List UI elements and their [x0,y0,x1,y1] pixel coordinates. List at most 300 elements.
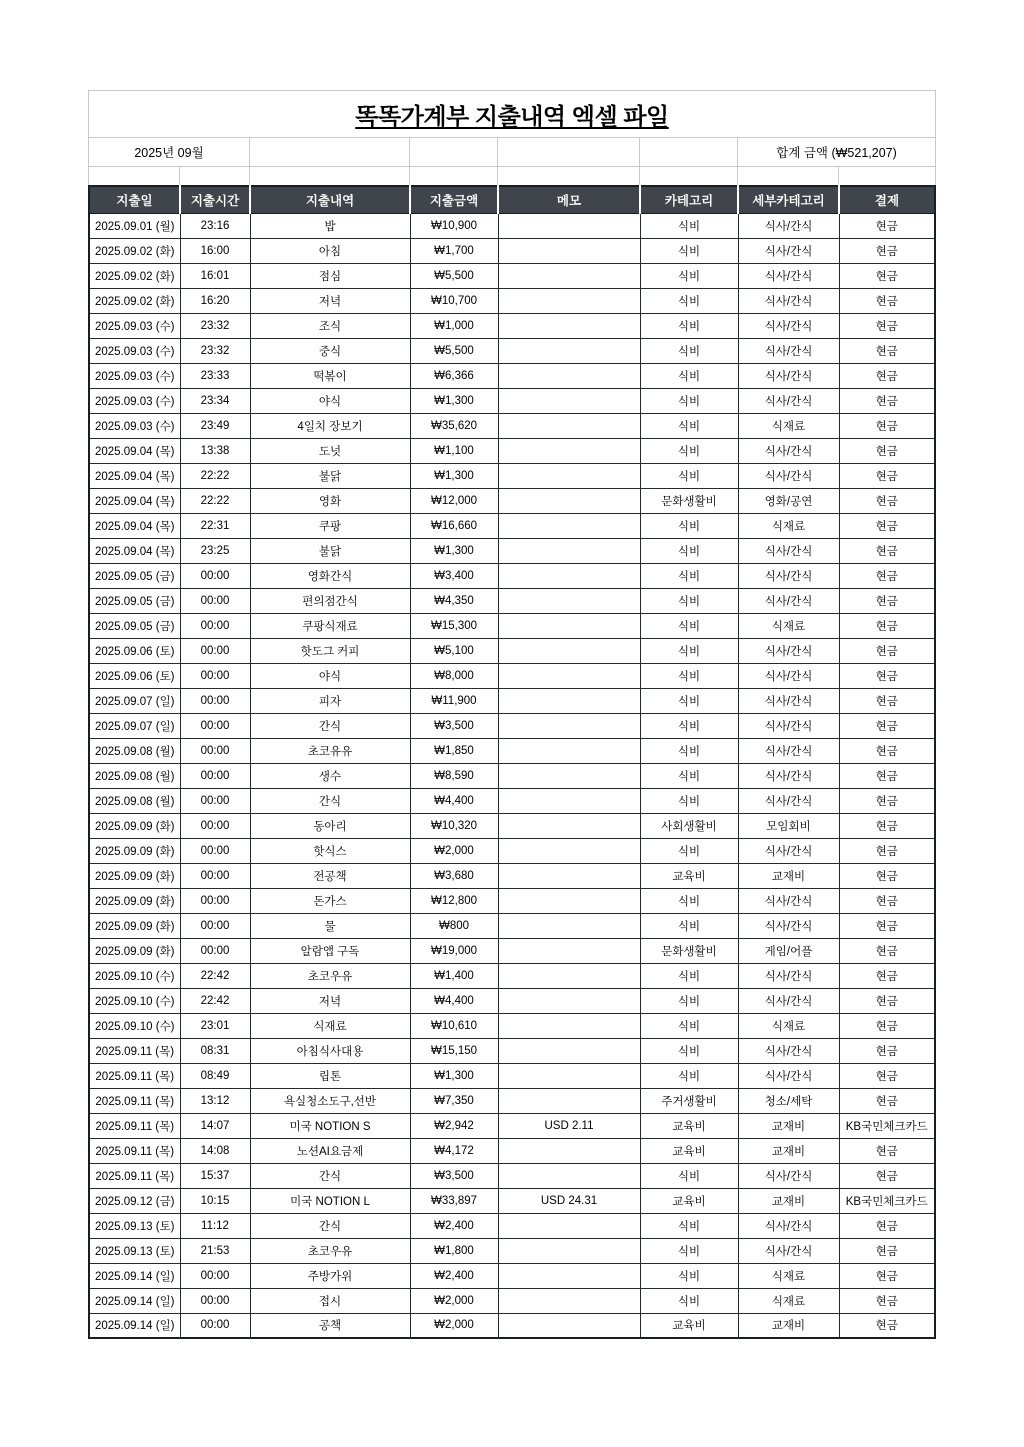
table-cell: 아침식사대용 [250,1038,410,1063]
table-cell: 현금 [839,863,935,888]
table-cell: 현금 [839,613,935,638]
table-cell: 교재비 [738,863,839,888]
table-cell [498,263,640,288]
table-cell [498,288,640,313]
table-cell [498,463,640,488]
table-cell: 식비 [640,563,738,588]
table-cell: 2025.09.13 (토) [89,1213,180,1238]
table-cell: 교육비 [640,1188,738,1213]
table-cell: ₩2,400 [410,1263,498,1288]
table-cell: 식비 [640,288,738,313]
table-cell: 23:25 [180,538,250,563]
table-cell: 교육비 [640,863,738,888]
table-cell [498,363,640,388]
table-cell [498,863,640,888]
table-row [89,588,935,613]
expense-table [88,185,936,1339]
table-cell: 2025.09.11 (목) [89,1138,180,1163]
table-cell: 현금 [839,288,935,313]
table-cell: 교육비 [640,1313,738,1338]
month-label: 2025년 09월 [89,138,250,166]
table-row [89,338,935,363]
table-cell: 현금 [839,388,935,413]
table-cell [498,938,640,963]
table-cell: 2025.09.10 (수) [89,963,180,988]
table-row [89,263,935,288]
table-cell: 간식 [250,1213,410,1238]
spacer-cell [498,167,640,185]
table-cell: 현금 [839,838,935,863]
table-cell [498,388,640,413]
table-row [89,463,935,488]
table-cell [498,1013,640,1038]
table-cell: 식비 [640,963,738,988]
spreadsheet-page [88,90,936,1339]
table-cell: 4일치 장보기 [250,413,410,438]
table-cell: ₩2,000 [410,838,498,863]
table-cell: ₩1,100 [410,438,498,463]
table-cell: 식비 [640,1013,738,1038]
table-cell: 교재비 [738,1138,839,1163]
table-cell: 교육비 [640,1113,738,1138]
table-cell: 식사/간식 [738,913,839,938]
table-cell: 식비 [640,738,738,763]
table-cell [498,1313,640,1338]
table-cell [498,313,640,338]
header-cell: 지출금액 [410,186,498,213]
table-cell [498,513,640,538]
header-cell: 지출내역 [250,186,410,213]
table-cell: 게임/어플 [738,938,839,963]
table-cell: 식재료 [738,513,839,538]
table-cell: 현금 [839,438,935,463]
table-cell: 식사/간식 [738,388,839,413]
table-cell: ₩33,897 [410,1188,498,1213]
table-cell: 2025.09.04 (목) [89,513,180,538]
header-cell: 카테고리 [640,186,738,213]
spacer-cell [738,167,839,185]
table-cell: 식비 [640,463,738,488]
table-cell: 식재료 [250,1013,410,1038]
table-cell: 노션AI요금제 [250,1138,410,1163]
table-cell: 현금 [839,763,935,788]
table-row [89,438,935,463]
table-cell: 2025.09.08 (월) [89,738,180,763]
table-cell: ₩12,800 [410,888,498,913]
table-row [89,613,935,638]
table-cell: 2025.09.04 (목) [89,538,180,563]
table-cell: 2025.09.05 (금) [89,588,180,613]
table-cell: 야식 [250,663,410,688]
table-row [89,938,935,963]
spacer-cell [250,167,410,185]
table-cell: 식사/간식 [738,713,839,738]
table-cell: 식비 [640,988,738,1013]
table-cell: 2025.09.10 (수) [89,1013,180,1038]
table-cell: 2025.09.14 (일) [89,1313,180,1338]
table-cell [498,663,640,688]
table-cell [498,1288,640,1313]
table-cell: 2025.09.09 (화) [89,938,180,963]
table-cell: 현금 [839,938,935,963]
table-cell: ₩4,172 [410,1138,498,1163]
table-row [89,888,935,913]
table-cell: 2025.09.01 (월) [89,213,180,238]
table-cell: 00:00 [180,888,250,913]
table-cell: 야식 [250,388,410,413]
table-cell [498,988,640,1013]
table-cell: 2025.09.04 (목) [89,488,180,513]
table-cell: 2025.09.11 (목) [89,1038,180,1063]
table-cell: 불닭 [250,463,410,488]
table-row [89,1313,935,1338]
table-cell: 00:00 [180,713,250,738]
table-cell: 식사/간식 [738,1038,839,1063]
table-cell: 식비 [640,763,738,788]
table-cell: 현금 [839,1138,935,1163]
info-cell-empty [640,138,738,166]
table-row [89,313,935,338]
table-cell: 문화생활비 [640,938,738,963]
table-cell: 모임회비 [738,813,839,838]
table-cell: ₩1,400 [410,963,498,988]
table-cell: ₩15,300 [410,613,498,638]
table-cell: 현금 [839,1063,935,1088]
table-cell: 식사/간식 [738,538,839,563]
table-cell: 현금 [839,488,935,513]
table-cell: ₩3,400 [410,563,498,588]
table-cell: 불닭 [250,538,410,563]
table-cell: 현금 [839,988,935,1013]
table-cell: 13:38 [180,438,250,463]
table-cell: ₩2,942 [410,1113,498,1138]
header-cell: 메모 [498,186,640,213]
table-cell: 교재비 [738,1188,839,1213]
table-cell: 도넛 [250,438,410,463]
table-cell: 식비 [640,413,738,438]
table-cell: 08:49 [180,1063,250,1088]
table-cell: 식비 [640,363,738,388]
table-cell: 22:22 [180,463,250,488]
table-cell: ₩15,150 [410,1038,498,1063]
table-cell: 식비 [640,613,738,638]
table-cell: ₩800 [410,913,498,938]
table-cell: 2025.09.11 (목) [89,1063,180,1088]
table-row [89,538,935,563]
table-cell [498,738,640,763]
table-cell: 16:20 [180,288,250,313]
table-cell: 핫도그 커피 [250,638,410,663]
table-cell: 2025.09.09 (화) [89,813,180,838]
table-cell: ₩2,000 [410,1313,498,1338]
table-cell: KB국민체크카드 [839,1188,935,1213]
table-row [89,413,935,438]
table-cell: 교재비 [738,1313,839,1338]
table-cell: 영화 [250,488,410,513]
table-cell: ₩3,680 [410,863,498,888]
table-cell: 미국 NOTION S [250,1113,410,1138]
table-cell: 피자 [250,688,410,713]
table-row [89,1013,935,1038]
table-cell: ₩5,500 [410,338,498,363]
table-cell: 2025.09.14 (일) [89,1263,180,1288]
table-cell: 08:31 [180,1038,250,1063]
table-cell: 식비 [640,663,738,688]
table-cell: 식사/간식 [738,438,839,463]
table-row [89,1263,935,1288]
table-cell: 사회생활비 [640,813,738,838]
table-cell: 22:31 [180,513,250,538]
table-cell: 2025.09.02 (화) [89,288,180,313]
table-cell: 2025.09.08 (월) [89,788,180,813]
table-cell: 16:00 [180,238,250,263]
header-cell: 결제 [839,186,935,213]
table-cell: 교재비 [738,1113,839,1138]
table-cell: 23:32 [180,338,250,363]
table-cell: 16:01 [180,263,250,288]
table-cell: 2025.09.09 (화) [89,888,180,913]
table-cell: 저녁 [250,288,410,313]
table-row [89,563,935,588]
table-cell: 식사/간식 [738,213,839,238]
table-row [89,863,935,888]
table-cell: 2025.09.11 (목) [89,1113,180,1138]
table-cell: 간식 [250,1163,410,1188]
table-row [89,1188,935,1213]
table-cell: ₩1,850 [410,738,498,763]
table-cell: 15:37 [180,1163,250,1188]
table-cell [498,1163,640,1188]
spacer-cell [410,167,498,185]
table-cell: ₩1,300 [410,1063,498,1088]
table-cell: ₩8,590 [410,763,498,788]
table-cell: 2025.09.11 (목) [89,1088,180,1113]
table-cell: 식사/간식 [738,688,839,713]
table-row [89,788,935,813]
table-cell: ₩8,000 [410,663,498,688]
table-cell: 식재료 [738,1013,839,1038]
table-cell [498,438,640,463]
table-cell: 2025.09.05 (금) [89,563,180,588]
spacer-cell [839,167,935,185]
table-cell: 현금 [839,1238,935,1263]
table-cell: 23:34 [180,388,250,413]
table-cell: ₩6,366 [410,363,498,388]
table-cell [498,538,640,563]
table-cell: 식사/간식 [738,963,839,988]
table-cell: 00:00 [180,1288,250,1313]
table-cell: 현금 [839,963,935,988]
table-cell [498,838,640,863]
table-cell: 23:49 [180,413,250,438]
table-cell: 식비 [640,1263,738,1288]
table-cell: ₩35,620 [410,413,498,438]
table-cell: 식재료 [738,1263,839,1288]
table-cell: 식비 [640,588,738,613]
table-cell: 식사/간식 [738,888,839,913]
table-cell: 식비 [640,1288,738,1313]
table-row [89,763,935,788]
header-cell: 지출일 [89,186,180,213]
table-cell: 식비 [640,1238,738,1263]
table-cell: 2025.09.02 (화) [89,238,180,263]
table-cell: 현금 [839,1313,935,1338]
table-cell: 11:12 [180,1213,250,1238]
table-cell: 미국 NOTION L [250,1188,410,1213]
table-cell [498,813,640,838]
table-cell: 2025.09.07 (일) [89,688,180,713]
table-cell: 00:00 [180,788,250,813]
table-cell: 2025.09.06 (토) [89,663,180,688]
total-amount-label: 합계 금액 (₩521,207) [738,138,935,166]
spacer-cell [640,167,738,185]
table-cell: ₩1,800 [410,1238,498,1263]
table-cell: 현금 [839,413,935,438]
table-cell: 식사/간식 [738,838,839,863]
table-cell: 식비 [640,888,738,913]
table-cell: 2025.09.04 (목) [89,463,180,488]
table-cell: ₩12,000 [410,488,498,513]
table-cell: 교육비 [640,1138,738,1163]
table-cell: 편의점간식 [250,588,410,613]
table-cell: 현금 [839,313,935,338]
table-cell: 현금 [839,463,935,488]
table-row [89,913,935,938]
table-cell: 22:42 [180,963,250,988]
table-cell: 현금 [839,913,935,938]
table-cell [498,563,640,588]
table-cell: 00:00 [180,813,250,838]
table-cell: 식사/간식 [738,788,839,813]
info-row [89,138,935,166]
table-cell: 영화간식 [250,563,410,588]
table-cell: 2025.09.07 (일) [89,713,180,738]
table-cell: 전공책 [250,863,410,888]
table-cell: ₩10,900 [410,213,498,238]
table-row [89,363,935,388]
table-cell [498,1038,640,1063]
table-cell: 00:00 [180,688,250,713]
table-cell: 2025.09.03 (수) [89,338,180,363]
table-cell: 접시 [250,1288,410,1313]
table-cell: 현금 [839,788,935,813]
table-cell: 2025.09.09 (화) [89,913,180,938]
table-cell: 00:00 [180,588,250,613]
table-cell: 2025.09.08 (월) [89,763,180,788]
table-cell: 현금 [839,563,935,588]
table-cell: ₩3,500 [410,713,498,738]
table-cell: 식사/간식 [738,1063,839,1088]
table-cell: 식사/간식 [738,1238,839,1263]
table-cell: 쿠팡식재료 [250,613,410,638]
table-cell: 현금 [839,1213,935,1238]
table-cell: 22:42 [180,988,250,1013]
table-cell: 식사/간식 [738,663,839,688]
table-cell: 식비 [640,263,738,288]
table-cell: ₩16,660 [410,513,498,538]
table-cell [498,1238,640,1263]
table-row [89,813,935,838]
table-cell: 현금 [839,588,935,613]
table-cell: 식사/간식 [738,463,839,488]
table-cell: 식비 [640,1038,738,1063]
table-cell: 간식 [250,788,410,813]
table-cell: 식사/간식 [738,263,839,288]
table-cell: 식재료 [738,613,839,638]
table-cell [498,1088,640,1113]
table-row [89,1163,935,1188]
table-cell: 13:12 [180,1088,250,1113]
table-cell: 2025.09.04 (목) [89,438,180,463]
table-cell [498,1063,640,1088]
table-cell: 식비 [640,638,738,663]
table-cell: ₩11,900 [410,688,498,713]
table-cell: 14:07 [180,1113,250,1138]
table-cell: 식비 [640,238,738,263]
table-cell: 00:00 [180,863,250,888]
table-cell: 생수 [250,763,410,788]
table-cell: 식비 [640,1163,738,1188]
table-cell: 식사/간식 [738,638,839,663]
table-cell: 식사/간식 [738,313,839,338]
table-cell: 식사/간식 [738,238,839,263]
table-cell: 간식 [250,713,410,738]
table-cell: 식사/간식 [738,338,839,363]
sheet-top-frame [88,90,936,185]
spacer-row [89,166,935,185]
table-cell [498,338,640,363]
table-cell: 식비 [640,1213,738,1238]
table-cell: 식재료 [738,1288,839,1313]
table-cell: 밥 [250,213,410,238]
table-cell: 00:00 [180,638,250,663]
table-cell: 주거생활비 [640,1088,738,1113]
table-cell: 문화생활비 [640,488,738,513]
table-cell: 식사/간식 [738,588,839,613]
table-cell: 조식 [250,313,410,338]
table-cell: USD 2.11 [498,1113,640,1138]
info-cell-empty [250,138,410,166]
table-row [89,388,935,413]
table-cell: 현금 [839,263,935,288]
table-cell: 식사/간식 [738,763,839,788]
table-cell: ₩4,400 [410,988,498,1013]
table-cell: 2025.09.03 (수) [89,388,180,413]
table-cell: 식사/간식 [738,988,839,1013]
table-row [89,638,935,663]
table-cell: 현금 [839,1013,935,1038]
table-cell: 공책 [250,1313,410,1338]
table-row [89,1288,935,1313]
table-row [89,1138,935,1163]
table-row [89,1088,935,1113]
table-cell: 식비 [640,838,738,863]
table-cell: 00:00 [180,1263,250,1288]
table-cell: 초코우유 [250,1238,410,1263]
table-cell: 식사/간식 [738,363,839,388]
table-cell: 2025.09.13 (토) [89,1238,180,1263]
table-cell: 00:00 [180,738,250,763]
table-cell: 21:53 [180,1238,250,1263]
table-cell: 식비 [640,788,738,813]
table-cell [498,413,640,438]
table-cell: 초코우유 [250,963,410,988]
table-cell: 2025.09.03 (수) [89,313,180,338]
table-cell [498,238,640,263]
table-cell: 중식 [250,338,410,363]
table-cell [498,613,640,638]
table-row [89,213,935,238]
